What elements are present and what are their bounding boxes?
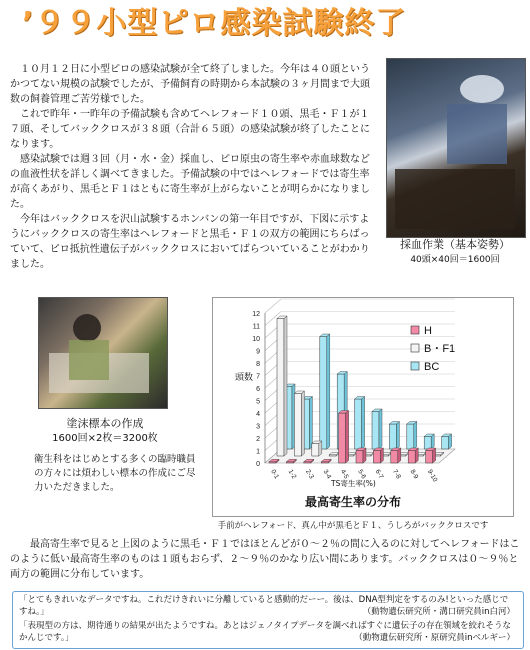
blood-sampling-photo	[386, 58, 526, 238]
legend-label-BC: BC	[424, 361, 440, 373]
comment-1	[19, 595, 515, 618]
y-tick-label: 10	[252, 336, 260, 343]
y-axis-label: 頭数	[235, 373, 254, 383]
y-tick-label: 12	[252, 311, 260, 318]
bar-B・F1-2-3	[312, 444, 319, 457]
comment-2-text: 「表現型の方は、期待通りの結果が出たようですね。あとはジェノタイプデータを調べればすぐに遺伝子の存在領域を絞れそうなかんじです。」	[19, 621, 511, 643]
page-title: ’９９小型ピロ感染試験終了	[22, 6, 407, 41]
y-tick-label: 9	[256, 348, 260, 356]
smear-preparation-photo	[38, 297, 168, 409]
bar-H-8-9	[408, 451, 415, 464]
bar-BC-5-6	[372, 412, 379, 450]
bar-side	[284, 316, 287, 456]
photo2-note: 衛生科をはじめとする多くの臨時職員の方々には煩わしい標本の作成にご尽力いただきました。	[34, 454, 196, 493]
y-tick-label: 8	[256, 361, 260, 368]
bar-BC-9-10	[442, 437, 449, 450]
bar-H-5-6	[356, 451, 363, 464]
y-tick-label: 3	[256, 423, 260, 431]
x-tick-label: 5-6	[356, 468, 368, 481]
photo2-size: 1600回×2枚＝3200枚	[52, 433, 158, 444]
bar-BC-6-7	[389, 424, 396, 449]
legend-swatch-H	[411, 326, 419, 334]
intro-paragraph-4: 今年はバッククロスを沢山試験するホンバンの第一年目ですが、下図に示すようにバッククロスの寄生率はヘレフォードと黒毛・Ｆ１の双方の範囲にちらばっていて、ピロ抵抗性遺伝子がバッククロスにおいてばらついていることがわかりました。	[10, 214, 370, 270]
comment-2	[19, 621, 515, 644]
photo1-caption: 採血作業（基本姿勢）	[400, 238, 510, 251]
x-tick-label: 2-3	[304, 468, 315, 481]
intro-paragraph-1: １０月１２日に小型ピロの感染試験が全て終了しました。今年は４０頭というかつてない規模の試験でしたが、予備飼育の時期から本試験の３ヶ月間まで大頭数の飼養管理ご苦労様でした。	[10, 64, 370, 105]
y-tick-label: 0	[256, 461, 260, 468]
legend-label-B・F1: B・F1	[424, 343, 456, 355]
x-tick-label: 1-2	[286, 468, 298, 481]
intro-text	[10, 62, 376, 272]
intro-paragraph-3: 感染試験では週３回（月・水・金）採血し、ピロ原虫の寄生率や赤血球数などの血液性状を詳しく調べてきました。予備試験の中ではヘレフォードでは寄生率が高くあがり、黒毛とＦ１はともに寄生率が上がらないことが明らかになりました。	[10, 154, 370, 210]
photo1-size: 40頭×40回＝1600回	[410, 255, 500, 265]
x-tick-label: 8-9	[408, 468, 420, 481]
summary-paragraph: 最高寄生率で見ると上図のように黒毛・Ｆ１ではほとんどが０～２％の間に入るのに対してヘレフォードはこのように低い最高寄生率のものは１頭もおらず、２～９％のかなり広い間にあります。バッククロスは０～９％と両方の範囲に分布しています。	[10, 539, 520, 580]
y-tick-label: 6	[256, 386, 260, 393]
bar-B・F1-0-1	[277, 319, 284, 457]
y-tick-label: 7	[256, 373, 260, 381]
legend-label-H: H	[424, 325, 432, 337]
y-tick-label: 2	[256, 436, 260, 443]
comment-1-attribution: （動物遺伝研究所・溝口研究員in白河）	[362, 606, 515, 617]
bar-side	[346, 411, 349, 464]
bar-H-9-10	[426, 451, 433, 464]
comments-box	[12, 591, 524, 649]
chart-title: 最高寄生率の分布	[305, 495, 402, 509]
bar-side	[327, 334, 330, 449]
parasitemia-chart-svg	[213, 298, 513, 516]
bar-side	[379, 409, 382, 449]
bar-H-7-8	[391, 451, 398, 464]
bar-side	[309, 397, 312, 450]
legend-swatch-BC	[411, 362, 419, 370]
chart-caption: 手前がヘレフォード、真ん中が黒毛とＦ１、うしろがバッククロスです	[217, 521, 489, 531]
bar-H-4-5	[339, 413, 346, 463]
intro-paragraph-2: これで昨年・一昨年の予備試験も含めてヘレフォード１０頭、黒毛・Ｆ１が１７頭、そしてバッククロスが３８頭（合計６５頭）の感染試験が終了したことになります。	[10, 109, 370, 150]
y-tick-label: 1	[256, 448, 260, 456]
y-gridline-side	[265, 299, 281, 313]
comment-1-text: 「とてもきれいなデータですね。これだけきれいに分離していると感動的だーー。後は、DNA型判定をするのみ!といった感じですね。」	[19, 595, 509, 617]
bar-side	[362, 397, 365, 450]
x-tick-label: 4-5	[338, 468, 350, 481]
x-tick-label: 7-8	[391, 468, 402, 481]
bar-BC-8-9	[424, 437, 431, 450]
x-tick-label: 6-7	[373, 468, 385, 481]
comment-2-attribution: （動物遺伝研究所・原研究員inベルギー）	[354, 632, 515, 643]
y-tick-label: 5	[256, 398, 260, 406]
bar-H-6-7	[373, 451, 380, 464]
bar-B・F1-1-2	[294, 394, 301, 457]
y-tick-label: 11	[252, 323, 260, 331]
bar-BC-4-5	[355, 399, 362, 449]
blood-sampling-photo-image	[387, 59, 525, 237]
photo2-caption: 塗沫標本の作成	[66, 417, 144, 430]
bar-side	[301, 391, 304, 456]
bar-side	[396, 422, 399, 450]
parasitemia-chart	[212, 297, 514, 517]
x-tick-label: 3-4	[321, 468, 333, 481]
x-tick-label: 0-1	[269, 468, 281, 481]
legend-swatch-B・F1	[411, 344, 419, 352]
bar-BC-7-8	[407, 424, 414, 449]
bar-side	[414, 422, 417, 450]
smear-preparation-photo-image	[39, 298, 167, 408]
x-tick-label: 9-10	[425, 468, 439, 484]
y-tick-label: 4	[256, 411, 260, 418]
x-axis-label: TS寄生率(%)	[331, 479, 376, 488]
bar-BC-2-3	[320, 337, 327, 450]
summary-text	[10, 537, 522, 582]
